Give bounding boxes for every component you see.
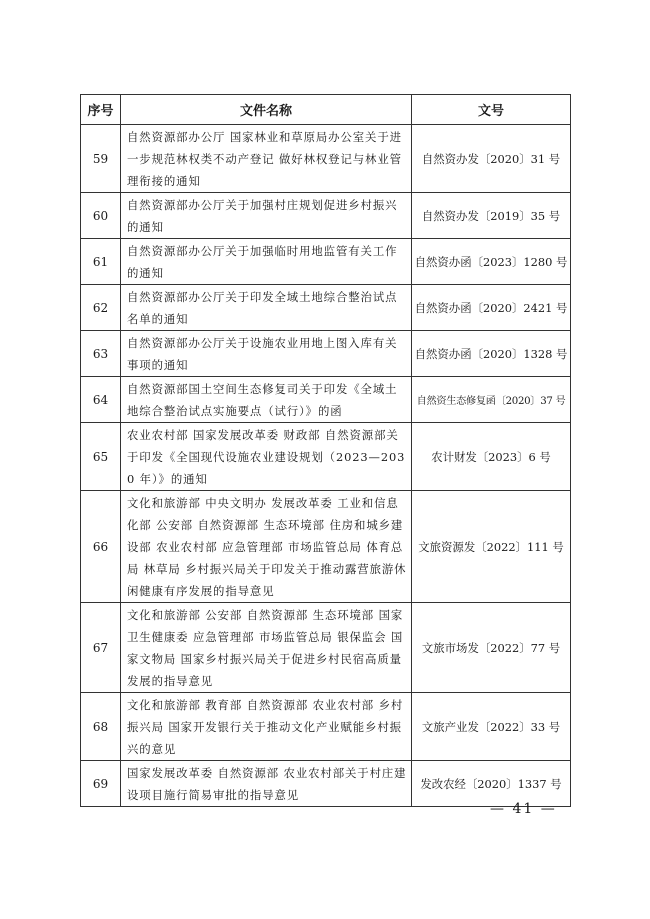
row-document-code: 自然资办函〔2020〕2421 号 <box>412 285 571 331</box>
row-serial-number: 63 <box>81 331 121 377</box>
row-document-code: 自然资办函〔2023〕1280 号 <box>412 239 571 285</box>
row-document-code: 发改农经〔2020〕1337 号 <box>412 761 571 807</box>
row-serial-number: 61 <box>81 239 121 285</box>
row-serial-number: 59 <box>81 125 121 193</box>
row-serial-number: 65 <box>81 423 121 491</box>
row-serial-number: 66 <box>81 491 121 603</box>
header-document-code: 文号 <box>412 95 571 125</box>
table-row <box>81 491 571 603</box>
row-document-code: 自然资办发〔2019〕35 号 <box>412 193 571 239</box>
row-document-code: 文旅产业发〔2022〕33 号 <box>412 693 571 761</box>
header-document-title: 文件名称 <box>121 95 412 125</box>
row-document-title: 文化和旅游部 公安部 自然资源部 生态环境部 国家卫生健康委 应急管理部 市场监管总局 银保监会 国家文物局 国家乡村振兴局关于促进乡村民宿高质量发展的指导意见 <box>121 603 412 693</box>
row-serial-number: 64 <box>81 377 121 423</box>
row-document-code: 文旅资源发〔2022〕111 号 <box>412 491 571 603</box>
row-serial-number: 67 <box>81 603 121 693</box>
row-document-title: 农业农村部 国家发展改革委 财政部 自然资源部关于印发《全国现代设施农业建设规划（2023—2030 年）》的通知 <box>121 423 412 491</box>
row-serial-number: 60 <box>81 193 121 239</box>
row-document-code: 文旅市场发〔2022〕77 号 <box>412 603 571 693</box>
row-document-title: 国家发展改革委 自然资源部 农业农村部关于村庄建设项目施行简易审批的指导意见 <box>121 761 412 807</box>
page-number: — 41 — <box>490 801 557 817</box>
table-row <box>81 193 571 239</box>
table-row <box>81 377 571 423</box>
row-document-code: 自然资办发〔2020〕31 号 <box>412 125 571 193</box>
table-row <box>81 239 571 285</box>
table-row <box>81 125 571 193</box>
row-document-title: 自然资源部办公厅关于加强村庄规划促进乡村振兴的通知 <box>121 193 412 239</box>
row-document-title: 自然资源部办公厅 国家林业和草原局办公室关于进一步规范林权类不动产登记 做好林权登记与林业管理衔接的通知 <box>121 125 412 193</box>
row-serial-number: 62 <box>81 285 121 331</box>
row-serial-number: 68 <box>81 693 121 761</box>
table-row <box>81 603 571 693</box>
row-serial-number: 69 <box>81 761 121 807</box>
row-document-code: 自然资生态修复函〔2020〕37 号 <box>412 377 571 423</box>
row-document-title: 自然资源部国土空间生态修复司关于印发《全域土地综合整治试点实施要点（试行）》的函 <box>121 377 412 423</box>
row-document-title: 文化和旅游部 中央文明办 发展改革委 工业和信息化部 公安部 自然资源部 生态环境部 住房和城乡建设部 农业农村部 应急管理部 市场监管总局 体育总局 林草局 乡村振兴局关于印发关于推动露营旅游休闲健康有序发展的指导意见 <box>121 491 412 603</box>
row-document-title: 自然资源部办公厅关于设施农业用地上图入库有关事项的通知 <box>121 331 412 377</box>
document-list-table <box>80 94 571 807</box>
table-row <box>81 331 571 377</box>
row-document-code: 农计财发〔2023〕6 号 <box>412 423 571 491</box>
table-row <box>81 693 571 761</box>
row-document-code: 自然资办函〔2020〕1328 号 <box>412 331 571 377</box>
table-row <box>81 761 571 807</box>
row-document-title: 文化和旅游部 教育部 自然资源部 农业农村部 乡村振兴局 国家开发银行关于推动文化产业赋能乡村振兴的意见 <box>121 693 412 761</box>
table-row <box>81 423 571 491</box>
row-document-title: 自然资源部办公厅关于加强临时用地监管有关工作的通知 <box>121 239 412 285</box>
header-serial-number: 序号 <box>81 95 121 125</box>
table-row <box>81 285 571 331</box>
row-document-title: 自然资源部办公厅关于印发全域土地综合整治试点名单的通知 <box>121 285 412 331</box>
table-header-row <box>81 95 571 125</box>
